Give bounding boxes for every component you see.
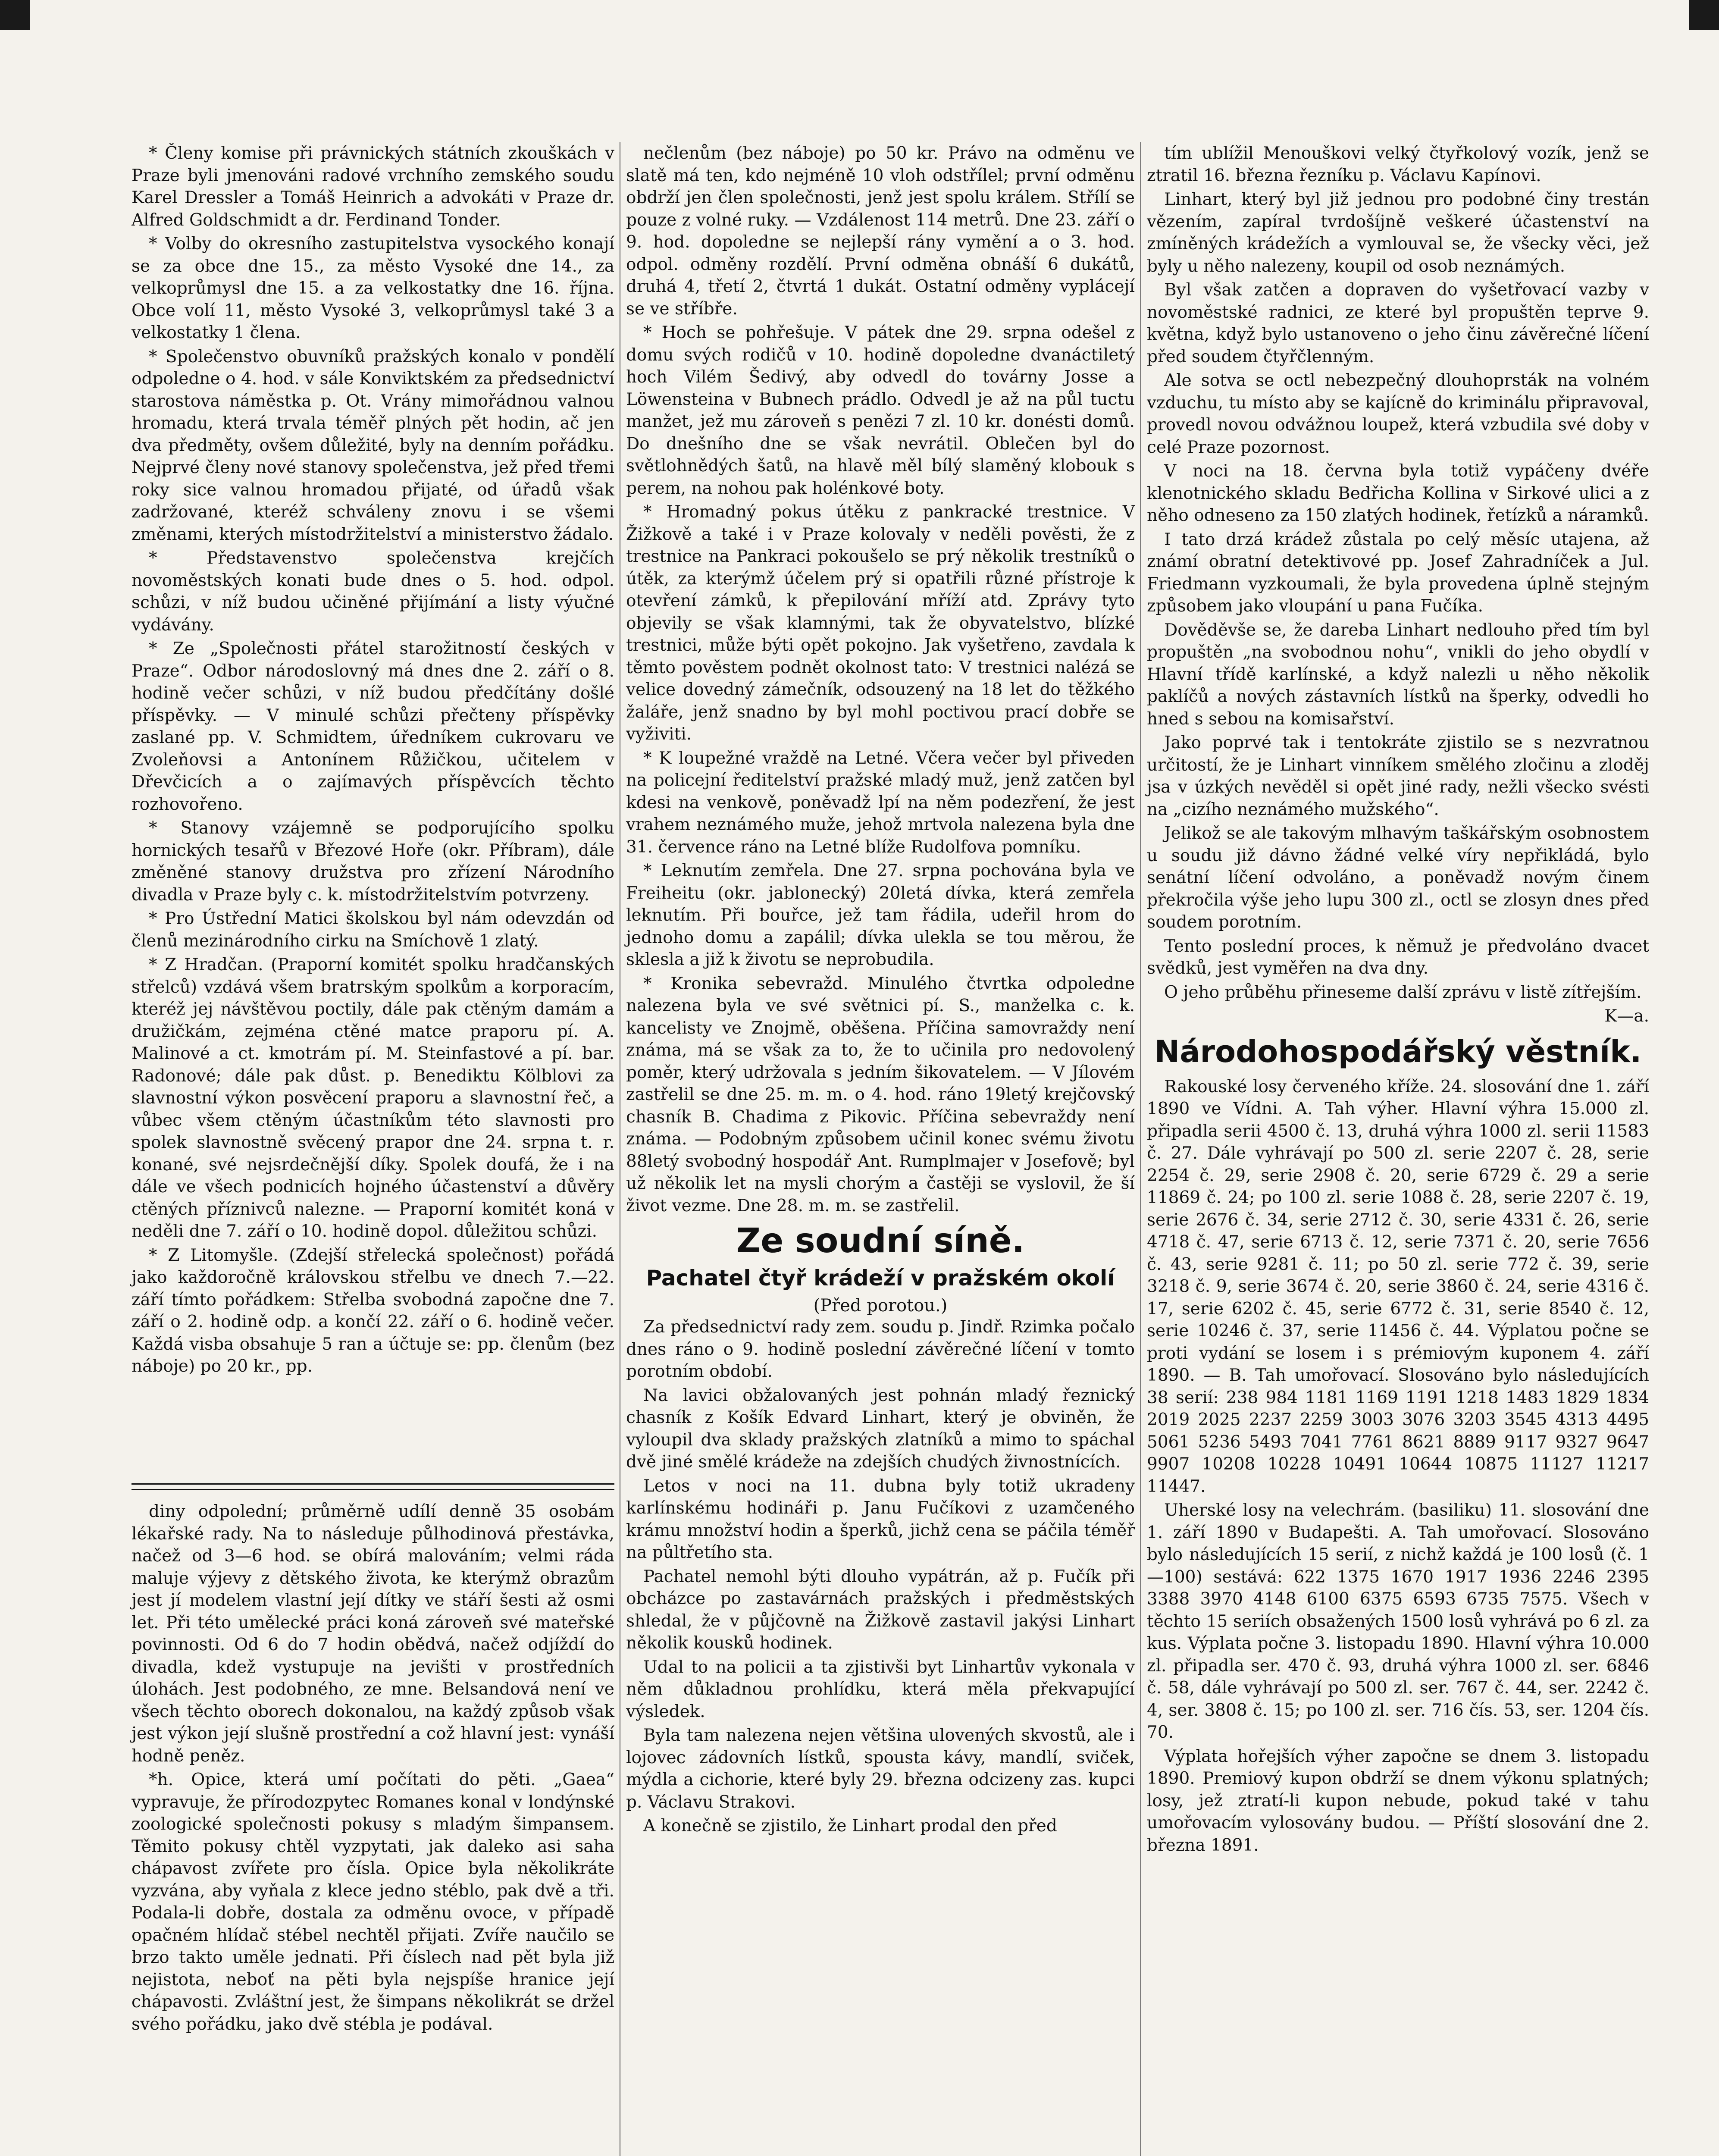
court-paragraph: Tento poslední proces, k němuž je předvoláno dvacet svědků, jest vyměřen na dva dny. bbox=[1147, 936, 1649, 978]
scan-corner-left bbox=[0, 0, 30, 30]
court-section-title: Ze soudní síně. bbox=[736, 1222, 1025, 1260]
court-paragraph: O jeho průběhu přineseme další zprávu v listě zítřejším. bbox=[1164, 982, 1642, 1002]
news-item: * Představenstvo společenstva krejčích novoměstských konati bude dnes o 5. hod. odpol. schůzi, v níž budou učiněné přijímání a listy výučné vydávány. bbox=[132, 548, 614, 635]
lottery-paragraph: Výplata hořejších výher započne se dnem 3. listopadu 1890. Premiový kupon obdrží se dnem výkonu splatných; losy, jež ztratí-li kupon nebude, pokud také v tahu umořovacím vylosovány budou. — Příští slosování dne 2. března 1891. bbox=[1147, 1746, 1649, 1855]
court-paragraph: Ale sotva se octl nebezpečný dlouhoprsták na volném vzduchu, tu místo aby se kajícně do kriminálu připravoval, provedl novou odvážnou loupež, která vzbudila své doby v celé Praze pozornost. bbox=[1147, 371, 1649, 457]
court-paragraph: Jako poprvé tak i tentokráte zjistilo se s nezvratnou určitostí, že je Linhart vinníkem smělého zločinu a zloděj jsa v úzkých nevěděl si opět jiné rady, nežli všecko svésti na „cizího neznámého mužského“. bbox=[1147, 733, 1649, 819]
news-item: * Kronika sebevražd. Minulého čtvrtka odpoledne nalezena byla ve své světnici pí. S., manželka c. k. kancelisty ve Znojmě, oběšena. Příčina samovraždy není známa, má se však za to, že to učinila pro nedovolený poměr, který udržovala s jedním šikovatelem. — V Jílovém zastřelil se dne 25. m. m. o 4. hod. ráno 19letý krejčovský chasník B. Chadima z Pikovic. Příčina sebevraždy není známa. — Podobným způsobem učinil konec svému životu 88letý svobodný hospodář Ant. Rumplmajer v Josefově; byl už několik let na mysli chorým a častěji se vyslovil, že ší život vezme. Dne 28. m. m. se zastřelil. bbox=[626, 974, 1135, 1216]
news-item: * Hromadný pokus útěku z pankracké trestnice. V Žižkově a také i v Praze kolovaly v neděli pověsti, že z trestnice na Pankraci pokoušelo se prý několik trestníků o útěk, za kterýmž účelem prý si opatřili různé přístroje k otevření zámků, k přepilování mříží atd. Zprávy tyto objevily se však klamnými, tak že obyvatelstvo, blízké trestnici, může býti opět pokojno. Jak vyšetřeno, zavdala k těmto pověstem podnět okolnost tato: V trestnici nalézá se velice dovedný zámečník, odsouzený na 18 let do těžkého žaláře, jenž snadno by byl mohl poctivou prací dobře se vyživiti. bbox=[626, 502, 1135, 744]
news-item: * Pro Ústřední Matici školskou byl nám odevzdán od členů mezinárodního cirku na Smíchově 1 zlatý. bbox=[132, 909, 614, 951]
news-item: * Společenstvo obuvníků pražských konalo v pondělí odpoledne o 4. hod. v sále Konviktském za předsednictví starostova náměstka p. Ot. Vrány mimořádnou valnou hromadu, která trvala téměř plných pět hodin, ač jen dva předměty, ovšem důležité, byly na denním pořádku. Nejprvé členy nové stanovy společenstva, jež před třemi roky sice valnou hromadou přijaté, od úřadů však zadržované, kteréž schváleny znovu i se všemi změnami, kterých místodržitelství a ministerstvo žádalo. bbox=[132, 347, 614, 544]
news-item: * Stanovy vzájemně se podporujícího spolku hornických tesařů v Březové Hoře (okr. Příbram), dále změněné stanovy družstva pro zřízení Národního divadla v Praze byly c. k. místodržitelstvím potvrzeny. bbox=[132, 818, 614, 905]
court-paragraph: A konečně se zjistilo, že Linhart prodal den před bbox=[643, 1816, 1057, 1836]
news-item: * Hoch se pohřešuje. V pátek dne 29. srpna odešel z domu svých rodičů v 10. hodině dopoledne dvanáctiletý hoch Vilém Šedivý, aby odvedl do továrny Josse a Löwensteina v Bubnech prádlo. Odvedl je až na půl tuctu manžet, jež mu zároveň s penězi 7 zl. 10 kr. donésti domů. Do dnešního dne se však nevrátil. Oblečen byl do světlohnědých šatů, na hlavě měl bílý slaměný klobouk s perem, na nohou pak holénkové boty. bbox=[626, 323, 1135, 498]
court-paragraph: tím ublížil Menouškovi velký čtyřkolový vozík, jenž se ztratil 16. března řezníku p. Václavu Kapínovi. bbox=[1147, 144, 1649, 185]
feuilleton-text: diny odpolední; průměrně udílí denně 35 osobám lékařské rady. Na to následuje půlhodinová přestávka, načež od 3—6 hod. se obírá malováním; velmi ráda maluje výjevy z dětského života, ke kterýmž obrazům jest jí modelem vlastní její dítky ve stáří šesti až osmi let. Při této umělecké práci koná zároveň své mateřské povinnosti. Od 6 do 7 hodin obědvá, načež odjíždí do divadla, kdež vystupuje na jevišti v prostředních úlohách. Jest podobného, ze mne. Belsandová není ve všech těchto oborech dokonalou, na každý způsob však jest výkon její slušně prostřední a což hlavní jest: vynáší hodně peněz. bbox=[132, 1502, 614, 1766]
court-article-headline: Pachatel čtyř krádeží v pražském okolí bbox=[646, 1266, 1115, 1291]
court-article-byline: (Před porotou.) bbox=[813, 1296, 948, 1316]
right-column bbox=[1147, 142, 1649, 1858]
lottery-paragraph: Uherské losy na velechrám. (basiliku) 11. slosování dne 1. září 1890 v Budapešti. A. Tah umořovací. Slosováno bylo následujících 15 serií, z nichž každá je 100 losů (č. 1—100) sestává: 622 1375 1670 1917 1936 2246 2395 3388 3970 4148 6100 6375 6593 6735 7575. Všech v těchto 15 seriích obsažených 1500 losů vyhrává po 6 zl. za kus. Výplata počne 3. listopadu 1890. Hlavní výhra 10.000 zl. připadla ser. 470 č. 93, druhá výhra 1000 zl. ser. 6846 č. 58, dále vyhrávají po 500 zl. ser. 767 č. 44, ser. 2242 č. 4, ser. 3808 č. 15; po 100 zl. ser. 716 čís. 53, ser. 1204 čís. 70. bbox=[1147, 1501, 1649, 1742]
court-paragraph: Byla tam nalezena nejen většina ulovených skvostů, ale i lojovec zádovních lístků, spousta kávy, mandlí, sviček, mýdla a cichorie, které byly 29. března odcizeny zas. kupci p. Václavu Strakovi. bbox=[626, 1726, 1135, 1812]
court-paragraph: Udal to na policii a ta zjistivši byt Linhartův vykonala v něm důkladnou prohlídku, která měla překvapující výsledek. bbox=[626, 1657, 1135, 1721]
section-double-rule bbox=[132, 1483, 614, 1490]
court-paragraph: Za předsednictví rady zem. soudu p. Jindř. Rzimka počalo dnes ráno o 9. hodině poslední závěrečné líčení v tomto porotním období. bbox=[626, 1317, 1135, 1381]
news-item: * Členy komise při právnických státních zkouškách v Praze byli jmenováni radové vrchního zemského soudu Karel Dressler a Tomáš Heinrich a advokáti v Praze dr. Alfred Goldschmidt a dr. Ferdinand Tonder. bbox=[132, 144, 614, 230]
court-paragraph: V noci na 18. června byla totiž vypáčeny dvéře klenotnického skladu Bedřicha Kollina v Sirkové ulici a z něho odneseno za 150 zlatých hodinek, řetízků a náramků. bbox=[1147, 461, 1649, 525]
court-paragraph: Linhart, který byl již jednou pro podobné činy trestán vězením, zapíral tvrdošíjně veškeré účastenství na zmíněných krádežích a vymlouval se, že všecky věci, jež byly u něho nalezeny, koupil od osob neznámých. bbox=[1147, 190, 1649, 276]
court-paragraph: Byl však zatčen a dopraven do vyšetřovací vazby v novoměstské radnici, ze které byl propuštěn teprve 9. května, když bylo ustanoveno o jeho činu závěrečné líčení před soudem čtyřčlenným. bbox=[1147, 280, 1649, 367]
middle-column bbox=[626, 142, 1135, 1839]
news-item: * Volby do okresního zastupitelstva vysockého konají se za obce dne 15., za město Vysoké dne 14., za velkoprůmysl dne 15. a za velkostatky dne 16. října. Obce volí 11, město Vysoké 3, velkoprůmysl také 3 a velkostatky 1 člena. bbox=[132, 234, 614, 342]
news-item: * Leknutím zemřela. Dne 27. srpna pochována byla ve Freiheitu (okr. jablonecký) 20letá dívka, která zemřela leknutím. Při bouřce, jež tam řádila, udeřil hrom do jednoho domu a zapálil; dívka ulekla se tou měrou, že sklesla a již k životu se neprobudila. bbox=[626, 861, 1135, 969]
economy-section-title: Národohospodářský věstník. bbox=[1154, 1034, 1642, 1069]
court-paragraph: Pachatel nemohl býti dlouho vypátrán, až p. Fučík při obcházce po zastavárnách pražských i předměstských shledal, že v půjčovně na Žižkově zastavil jakýsi Linhart několik kousků hodinek. bbox=[626, 1567, 1135, 1653]
scan-corner-right bbox=[1689, 0, 1719, 30]
left-column bbox=[132, 142, 614, 1379]
lottery-paragraph: Rakouské losy červeného kříže. 24. slosování dne 1. září 1890 ve Vídni. A. Tah výher. Hlavní výhra 15.000 zl. připadla serii 4500 č. 13, druhá výhra 1000 zl. serii 11583 č. 27. Dále vyhrávají po 500 zl. serie 2207 č. 28, serie 2254 č. 29, serie 2908 č. 20, serie 6729 č. 29 a serie 11869 č. 24; po 100 zl. serie 1088 č. 28, serie 2207 č. 19, serie 2676 č. 34, serie 2712 č. 30, serie 4331 č. 26, serie 4718 č. 47, serie 6713 č. 12, serie 7371 č. 20, serie 7656 č. 43, serie 9281 č. 11; po 50 zl. serie 772 č. 39, serie 3218 č. 9, serie 3674 č. 20, serie 3860 č. 24, serie 4316 č. 17, serie 6202 č. 45, serie 6772 č. 31, serie 8540 č. 12, serie 10246 č. 37, serie 11456 č. 44. Výplatou počne se proti vydání se losem i s prémiovým kuponem 4. září 1890. — B. Tah umořovací. Slosováno bylo následujících 38 serií: 238 984 1181 1169 1191 1218 1483 1829 1834 2019 2025 2237 2259 3003 3076 3203 3545 4313 4495 5061 5236 5493 7041 7761 8621 8889 9117 9327 9647 9907 10208 10228 10491 10644 10875 11127 11217 11447. bbox=[1147, 1077, 1649, 1496]
author-signature: K—a. bbox=[1604, 1006, 1649, 1026]
court-paragraph: I tato drzá krádež zůstala po celý měsíc utajena, až známí obratní detektivové pp. Josef Zahradníček a Jul. Friedmann vyzkoumali, že byla provedena úplně stejným způsobem jako vloupání u pana Fučíka. bbox=[1147, 530, 1649, 616]
court-paragraph: Na lavici obžalovaných jest pohnán mladý řeznický chasník z Košík Edvard Linhart, který je obviněn, že vyloupil dva sklady pražských zlatníků a mimo to spáchal dvě jiné smělé krádeže na zdejších chudých živnostnících. bbox=[626, 1385, 1135, 1472]
court-paragraph: Letos v noci na 11. dubna byly totiž ukradeny karlínskému hodináři p. Janu Fučíkovi z uzamčeného krámu množství hodin a šperků, jichž cena se páčila téměř na půltřetího sta. bbox=[626, 1476, 1135, 1562]
court-paragraph: Jelikož se ale takovým mlhavým taškářským osobnostem u soudu již dávno žádné velké víry nepřikládá, bylo senátní líčení odvoláno, a poněvadž novým činem překročila výše jeho lupu 300 zl., octl se zlosyn dnes před soudem porotním. bbox=[1147, 824, 1649, 932]
court-paragraph: Dověděvše se, že dareba Linhart nedlouho před tím byl propuštěn „na svobodnou nohu“, vnikli do jeho obydlí v Hlavní třídě karlínské, a když nalezli u něho několik paklíčů a nových zástavních lístků na šperky, odvedli ho hned s sebou na komisařství. bbox=[1147, 620, 1649, 729]
news-item: nečlenům (bez náboje) po 50 kr. Právo na odměnu ve slatě má ten, kdo nejméně 10 vloh odstřílel; první odměnu obdrží jen člen společnosti, jenž jest spolu králem. Střílí se pouze z volné ruky. — Vzdálenost 114 metrů. Dne 23. září o 9. hod. dopoledne se nejlepší rány vymění a o 3. hod. odpol. odměny rozdělí. První odměna obnáší 6 dukátů, druhá 4, třetí 2, čtvrtá 1 dukát. Ostatní odměny vyplácejí se ve stříbře. bbox=[626, 144, 1135, 319]
news-item: * Z Hradčan. (Praporní komitét spolku hradčanských střelců) vzdává všem bratrským spolkům a korporacím, kteréž jej návštěvou poctily, dále pak ctěným damám a družičkám, zejména ctěné matce praporu pí. A. Malinové a ct. kmotrám pí. M. Steinfastové a pí. bar. Radonové; dále pak důst. p. Benediktu Kölblovi za slavnostní výkon posvěcení praporu a slavnostní řeč, a vůbec všem ctěným účastníkům této slavnosti pro spolek slavnostně svěcený prapor dne 24. srpna t. r. konané, své nejsrdečnější díky. Spolek doufá, že i na dále ve všech podnicích hojného účastenství a důvěry ctěných příznivců nalezne. — Praporní komitét koná v neděli dne 7. září o 10. hodině dopol. důležitou schůzi. bbox=[132, 955, 614, 1241]
news-item: * K loupežné vraždě na Letné. Včera večer byl přiveden na policejní ředitelství pražské mladý muž, jenž zatčen byl kdesi na venkově, poněvadž lpí na něm podezření, že jest vrahem neznámého muže, jehož mrtvola nalezena byla dne 31. července ráno na Letné blíže Rudolfova pomníku. bbox=[626, 748, 1135, 857]
news-item: * Z Litomyšle. (Zdejší střelecká společnost) pořádá jako každoročně královskou střelbu ve dnech 7.—22. září tímto pořádkem: Střelba svobodná započne dne 7. září o 2. hodině odp. a končí 22. září o 6. hodině večer. Každá visba obsahuje 5 ran a účtuje se: pp. členům (bez náboje) po 20 kr., pp. bbox=[132, 1245, 614, 1376]
column-divider bbox=[1140, 142, 1141, 2156]
news-item: * Ze „Společnosti přátel starožitností českých v Praze“. Odbor národoslovný má dnes dne 2. září o 8. hodině večer schůzi, v níž budou předčítány došlé příspěvky. — V minulé schůzi přečteny příspěvky zaslané pp. V. Schmidtem, úředníkem cukrovaru ve Zvoleňovsi a Antonínem Růžičkou, učitelem v Dřevčicích a o zajímavých příspěvcích těchto rozhovořeno. bbox=[132, 639, 614, 814]
left-column-feuilleton bbox=[132, 1501, 614, 2037]
feuilleton-text: *h. Opice, která umí počítati do pěti. „Gaea“ vypravuje, že přírodozpytec Romanes konal v londýnské zoologické společnosti pokusy s mladým šimpansem. Těmito pokusy chtěl vyzpytati, jak daleko asi saha chápavost zvířete pro čísla. Opice byla několikráte vyzvána, aby vyňala z klece jedno stéblo, pak dvě a tři. Podala-li dobře, dostala za odměnu ovoce, v případě opačném hlídač stébel nechtěl přijati. Zvíře naučilo se brzo takto uměle jednati. Při číslech nad pět byla již nejistota, neboť na pěti byla nejspíše hranice její chápavosti. Zvláštní jest, že šimpans několikrát se držel svého pořádku, jako dvě stébla je podával. bbox=[132, 1770, 614, 2034]
